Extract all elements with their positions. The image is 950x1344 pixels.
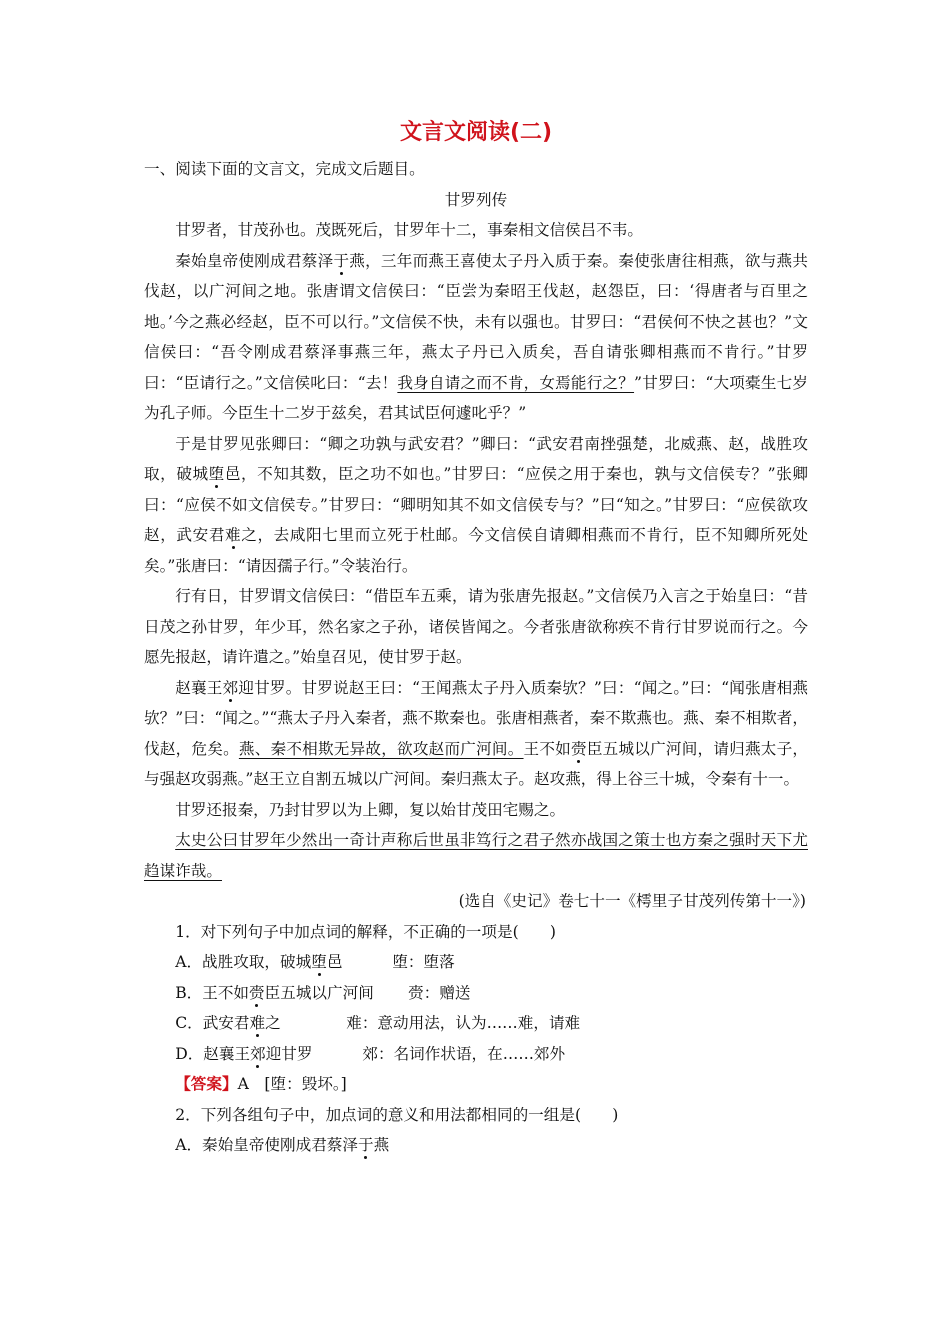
- answer-line: [144, 1069, 808, 1100]
- dotted-word: 堕: [311, 953, 327, 971]
- option-explanation: 堕：堕落: [392, 953, 455, 971]
- paragraph-6: 甘罗还报秦，乃封甘罗以为上卿，复以始甘茂田宅赐之。: [175, 800, 566, 819]
- dotted-word: 赍: [249, 983, 265, 1002]
- dotted-word: 堕: [208, 465, 225, 483]
- dotted-word: 赍: [570, 739, 587, 758]
- answer-tag: 【答案】: [175, 1074, 238, 1093]
- option-text: 邑: [326, 953, 343, 971]
- text-run: 燕，三年而燕王喜使太子丹入质于秦。秦使张唐往相燕，欲与燕共伐赵，以广河间之地。张唐谓文信侯曰：“臣尝为秦昭王伐赵，赵怨臣，曰：‘得唐者与百里之地。’今之燕必经赵，臣不可以行。”文信侯不快，未有以强也。甘罗曰：“君侯何不快之甚也？”文信侯曰：“吾令刚成君蔡泽事燕三年，燕太子丹已入质矣，吾自请张卿相燕而不肯行。”甘罗曰：“臣请行之。”文信侯叱曰：“去！: [144, 251, 808, 392]
- paragraph-4: 行有日，甘罗谓文信侯曰：“借臣车五乘，请为张唐先报赵。”文信侯乃入言之于始皇曰：“昔日茂之孙甘罗，年少耳，然名家之子孙，诸侯皆闻之。今者张唐欲称疾不肯行甘罗说而行之。今愿先报赵，请许遣之。”始皇召见，使甘罗于赵。: [144, 587, 808, 666]
- dotted-word: 于: [357, 1136, 374, 1154]
- paragraph-3: [144, 429, 808, 582]
- document-page: [144, 118, 808, 1161]
- option-explanation: 郊：名词作状语，在……郊外: [362, 1044, 566, 1063]
- text-run: 王不如: [523, 739, 571, 758]
- dotted-word: 难: [225, 526, 242, 544]
- text-run: 于是甘罗见张卿曰：“卿之功孰与武安君？”卿曰：“武安君南挫强楚，北威燕、赵，战胜攻取，破城: [144, 434, 808, 483]
- question-1-option-c[interactable]: [144, 1008, 808, 1039]
- option-text: A．秦始皇帝使刚成君蔡泽: [175, 1136, 358, 1154]
- text-run: 秦始皇帝使刚成君蔡泽: [175, 251, 334, 270]
- dotted-word: 难: [249, 1014, 266, 1032]
- paragraph-5: [144, 673, 808, 795]
- question-2-stem: 2．下列各组句子中，加点词的意义和用法都相同的一组是( ): [175, 1105, 619, 1124]
- underlined-sentence: 我身自请之而不肯，女焉能行之？: [397, 373, 635, 392]
- text-run: ”甘罗曰：“大项橐生七岁为孔子师。今臣生十二岁于兹矣，君其试臣何遽叱乎？”: [144, 373, 808, 422]
- dotted-word: 郊: [250, 1044, 266, 1063]
- question-1-stem: 1．对下列句子中加点词的解释，不正确的一项是( ): [175, 922, 556, 941]
- text-run: 迎甘罗。甘罗说赵王曰：“王闻燕太子丹入质秦欤？”曰：“闻之。”曰：“闻张唐相燕欤？”曰：“闻之。”“燕太子丹入秦者，燕不欺秦也。张唐相燕者，秦不欺燕也。燕、秦不相欺者，伐赵，危矣。: [144, 678, 808, 758]
- text-run: 赵襄王: [175, 678, 223, 697]
- option-text: 迎甘罗: [265, 1044, 313, 1063]
- option-text: B．王不如: [175, 983, 250, 1002]
- text-run: 邑，不知其数，臣之功不如也。”甘罗曰：“应侯之用于秦也，孰与文信侯专？”张卿曰：“应侯不如文信侯专。”甘罗曰：“卿明知其不如文信侯专与？”曰“知之。”甘罗曰：“应侯欲攻赵，武安君: [144, 465, 808, 544]
- paragraph-2: [144, 246, 808, 429]
- text-run: 臣五城以广河间，请归燕太子，与强赵攻弱燕。”赵王立自割五城以广河间。秦归燕太子。赵攻燕，得上谷三十城，令秦有十一。: [144, 739, 808, 788]
- dotted-word: 郊: [222, 678, 239, 697]
- option-explanation: 难：意动用法，认为……难，请难: [346, 1014, 581, 1032]
- page-title: 文言文阅读(二): [399, 120, 553, 145]
- question-1-option-b[interactable]: [144, 978, 808, 1009]
- option-text: A．战胜攻取，破城: [175, 953, 312, 971]
- passage-title: 甘罗列传: [444, 190, 508, 209]
- question-2-option-a[interactable]: [144, 1130, 808, 1161]
- option-text: 燕: [373, 1136, 390, 1154]
- dotted-word: 于: [333, 251, 350, 270]
- text-run: 之，去咸阳七里而立死于杜邮。今文信侯自请卿相燕而不肯行，臣不知卿所死处矣。”张唐曰：“请因孺子行。”令装治行。: [144, 526, 808, 575]
- option-text: C．武安君: [175, 1014, 250, 1032]
- underlined-sentence: 燕、秦不相欺无异故，欲攻赵而广河间。: [238, 739, 524, 758]
- option-explanation: 赍：赠送: [408, 983, 471, 1002]
- underlined-sentence: 太史公曰甘罗年少然出一奇计声称后世虽非笃行之君子然亦战国之策士也方秦之强时天下尤趋谋诈哉。: [144, 831, 808, 880]
- option-text: 之: [265, 1014, 281, 1032]
- question-1-option-d[interactable]: [144, 1039, 808, 1070]
- option-text: 臣五城以广河间: [264, 983, 374, 1002]
- paragraph-1: 甘罗者，甘茂孙也。茂既死后，甘罗年十二，事秦相文信侯吕不韦。: [175, 221, 644, 239]
- answer-text: A [堕：毁坏。]: [237, 1075, 347, 1093]
- source-citation: (选自《史记》卷七十一《樗里子甘茂列传第十一》): [458, 892, 806, 910]
- question-1-option-a[interactable]: [144, 947, 808, 978]
- option-text: D．赵襄王: [175, 1044, 251, 1063]
- instruction: 一、阅读下面的文言文，完成文后题目。: [144, 160, 425, 178]
- paragraph-7: [144, 825, 808, 886]
